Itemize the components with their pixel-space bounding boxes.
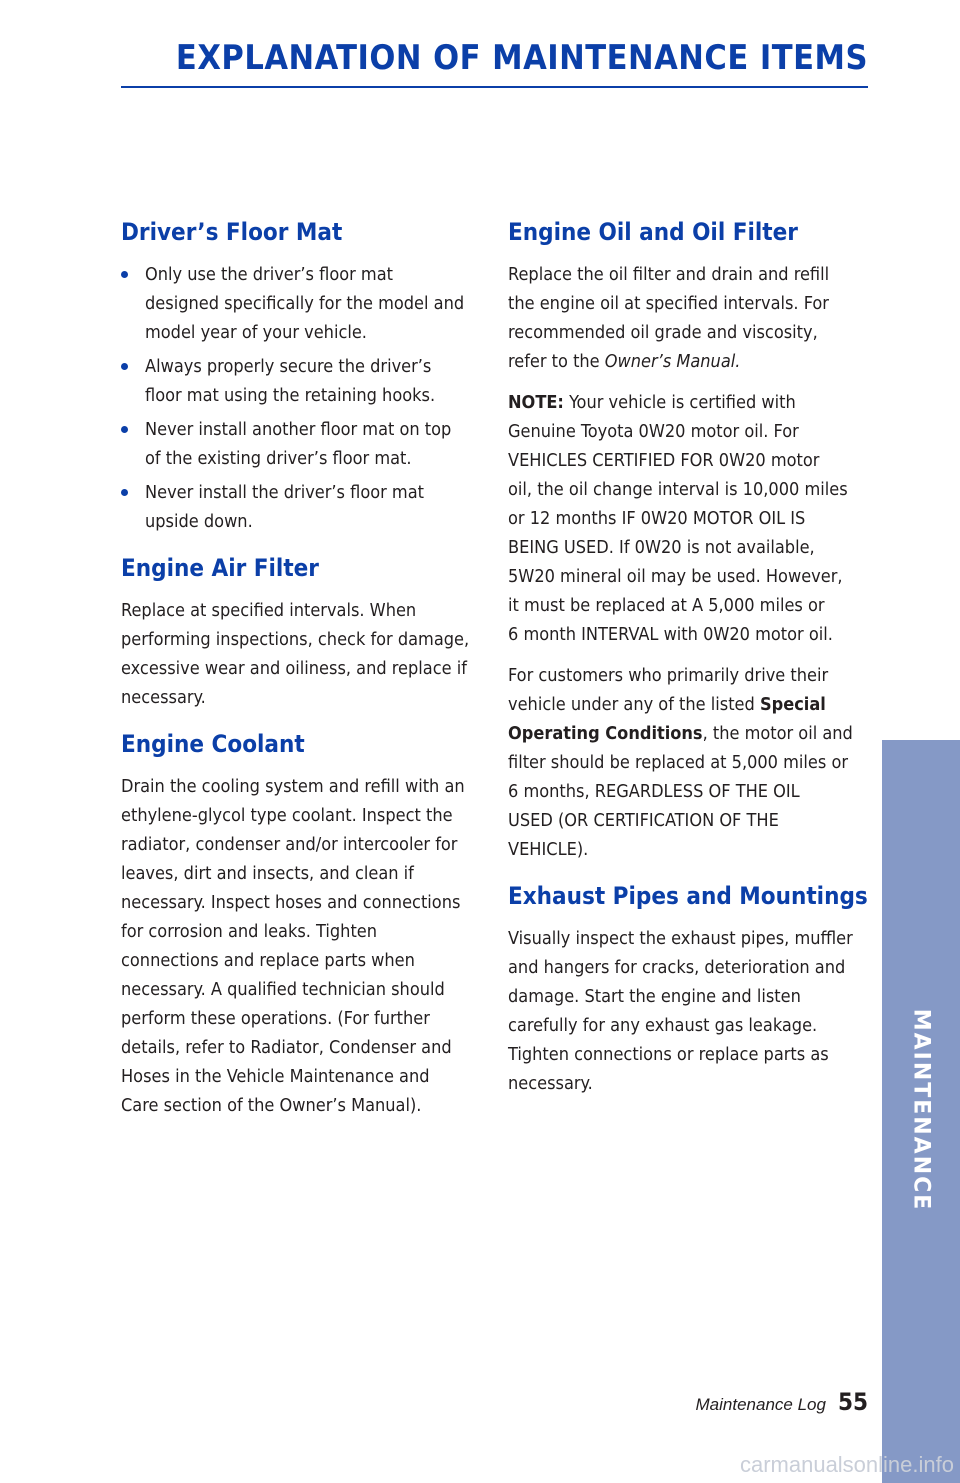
- floor-mat-list: [121, 260, 481, 536]
- coolant-body: Drain the cooling system and refill with an ethylene-glycol type coolant. Inspect the radiator, condenser and/or intercooler for leaves, dirt and insects, and clean if necessary. Inspect hoses and connections for corrosion and leaks. Tighten connections and replace parts when necessary. A qualified technician should perform these operations. (For further details, refer to Radiator, Condenser and Hoses in the Vehicle Maintenance and Care section of the Owner’s Manual).: [121, 776, 465, 1116]
- page-footer: [696, 1388, 868, 1416]
- bullet-icon: [121, 363, 128, 370]
- note-label: NOTE:: [508, 392, 564, 413]
- special-pre: For customers who primarily drive their vehicle under any of the listed: [508, 665, 829, 715]
- section-title-oil: Engine Oil and Oil Filter: [508, 218, 798, 246]
- section-title-floor-mat: Driver’s Floor Mat: [121, 218, 343, 246]
- note-body: Your vehicle is certified with Genuine Toyota 0W20 motor oil. For VEHICLES CERTIFIED FOR 0W20 motor oil, the oil change interval is 10,000 miles or 12 months IF 0W20 MOTOR OIL IS BEING USED. If 0W20 is not available, 5W20 mineral oil may be used. However, it must be replaced at A 5,000 miles or 6 month INTERVAL with 0W20 motor oil.: [508, 392, 848, 645]
- oil-special-conditions: [508, 661, 868, 864]
- list-item: [121, 478, 481, 536]
- list-item-text: Only use the driver’s floor mat designed specifically for the model and model year of your vehicle.: [145, 264, 465, 343]
- bullet-icon: [121, 426, 128, 433]
- section-exhaust: [508, 878, 868, 1098]
- page-number: 55: [837, 1388, 868, 1416]
- list-item: [121, 415, 481, 473]
- bullet-icon: [121, 271, 128, 278]
- section-title-air-filter: Engine Air Filter: [121, 554, 319, 582]
- list-item-text: Always properly secure the driver’s floor mat using the retaining hooks.: [145, 356, 436, 406]
- header-divider: [121, 86, 868, 88]
- oil-body-text: Replace the oil filter and drain and refill the engine oil at specified intervals. For recommended oil grade and viscosity, refer to the: [508, 264, 830, 372]
- special-conditions-term: Special Operating Conditions: [508, 694, 826, 744]
- section-title-exhaust: Exhaust Pipes and Mountings: [508, 882, 868, 910]
- left-column: [121, 214, 481, 1134]
- watermark: carmanualsonline.info: [739, 1452, 954, 1477]
- list-item: [121, 260, 481, 347]
- exhaust-body: Visually inspect the exhaust pipes, muffler and hangers for cracks, deterioration and damage. Start the engine and listen carefully for any exhaust gas leakage. Tighten connections or replace parts as necessary.: [508, 928, 853, 1094]
- right-column: [508, 214, 868, 1112]
- list-item-text: Never install the driver’s floor mat upside down.: [145, 482, 424, 532]
- section-air-filter: [121, 550, 481, 712]
- section-oil: [508, 214, 868, 864]
- section-coolant: [121, 726, 481, 1120]
- page-title: EXPLANATION OF MAINTENANCE ITEMS: [175, 38, 868, 78]
- air-filter-body: Replace at specified intervals. When performing inspections, check for damage, excessive wear and oiliness, and replace if necessary.: [121, 600, 470, 708]
- bullet-icon: [121, 489, 128, 496]
- oil-note: [508, 388, 868, 649]
- list-item-text: Never install another floor mat on top of the existing driver’s floor mat.: [145, 419, 452, 469]
- owners-manual-ref: Owner’s Manual.: [604, 351, 741, 372]
- section-title-coolant: Engine Coolant: [121, 730, 305, 758]
- footer-log-label: Maintenance Log: [695, 1395, 826, 1414]
- section-floor-mat: [121, 214, 481, 536]
- special-post: , the motor oil and filter should be replaced at 5,000 miles or 6 months, REGARDLESS OF THE OIL USED (OR CERTIFICATION OF THE VEHICLE).: [508, 723, 853, 860]
- list-item: [121, 352, 481, 410]
- oil-body: [508, 260, 868, 376]
- side-tab-label: MAINTENANCE: [908, 1008, 934, 1212]
